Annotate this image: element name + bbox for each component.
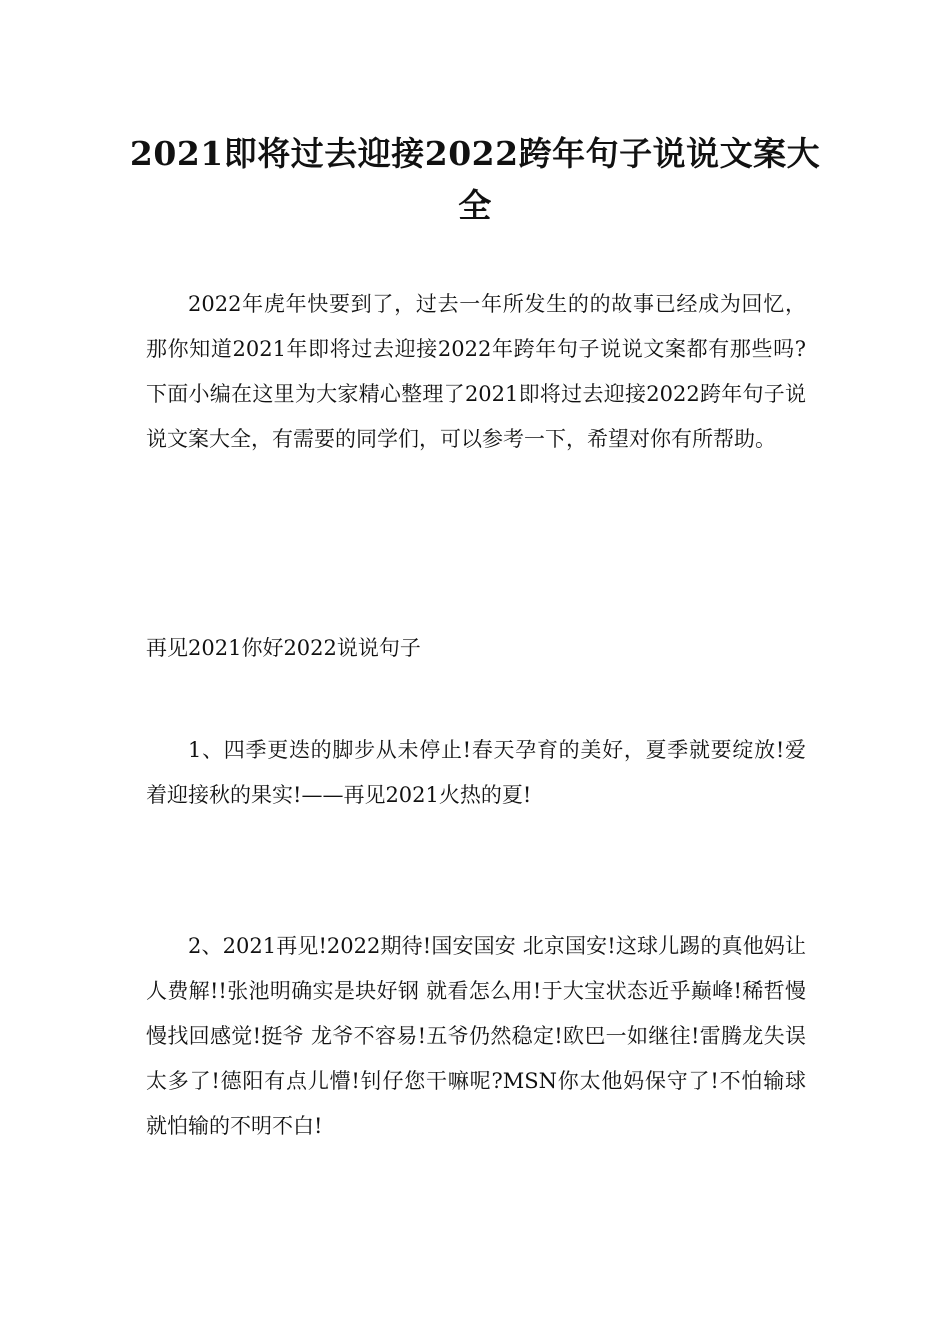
list-item: 2、2021再见!2022期待!国安国安 北京国安!这球儿踢的真他妈让人费解!!张池明确实是块好钢 就看怎么用!于大宝状态近乎巅峰!稀哲慢慢找回感觉!挺爷 龙爷不容易!五爷仍然稳定!欧巴一如继往!雷腾龙失误太多了!德阳有点儿懵!钊仔您干嘛呢?MSN你太他妈保守了!不怕输球 就怕输的不明不白! [146, 934, 806, 1138]
list-item: 1、四季更迭的脚步从未停止!春天孕育的美好，夏季就要绽放!爱着迎接秋的果实!——再见2021火热的夏! [146, 738, 806, 807]
intro-paragraph: 2022年虎年快要到了，过去一年所发生的的故事已经成为回忆，那你知道2021年即将过去迎接2022年跨年句子说说文案都有那些吗?下面小编在这里为大家精心整理了2021即将过去迎接2022跨年句子说说文案大全，有需要的同学们，可以参考一下，希望对你有所帮助。 [146, 292, 806, 451]
document-title: 2021即将过去迎接2022跨年句子说说文案大全 [129, 134, 821, 225]
section-heading: 再见2021你好2022说说句子 [146, 636, 421, 660]
